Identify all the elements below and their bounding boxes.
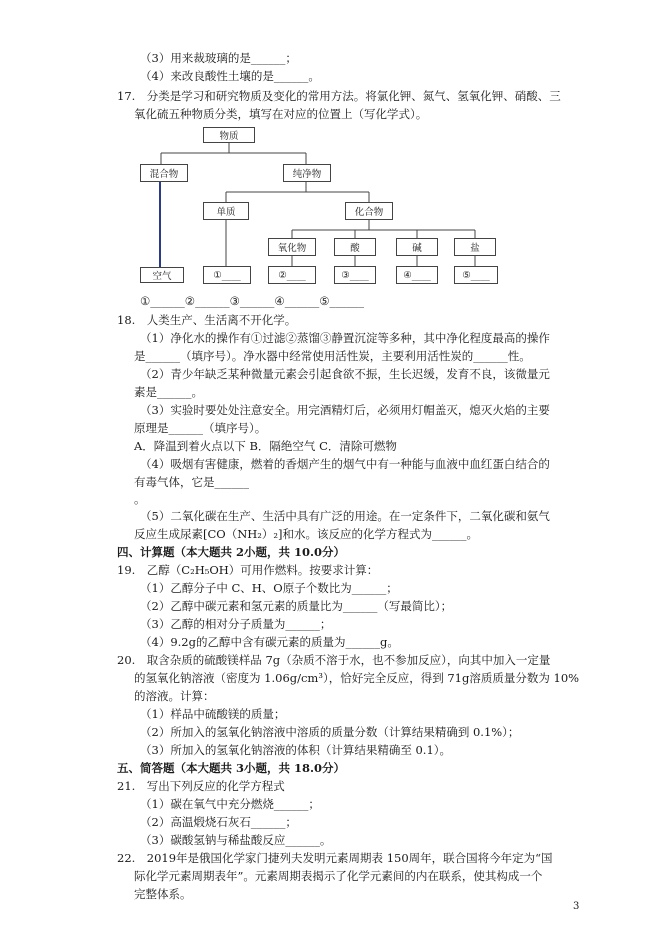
q18-s1a: （1）净化水的操作有①过滤②蒸馏③静置沉淀等多种，其中净化程度最高的操作 (140, 331, 550, 345)
section-5-title: 五、简答题（本大题共 3小题，共 18.0分） (117, 761, 346, 775)
q18-s5a: （5）二氧化碳在生产、生活中具有广泛的用途。在一定条件下，二氧化碳和氨气 (140, 509, 550, 523)
blank-3[interactable]: ③____ (334, 266, 376, 284)
node-air: 空气 (140, 267, 184, 283)
q20-s2: （2）所加入的氢氧化钠溶液中溶质的质量分数（计算结果精确到 0.1%）； (140, 725, 520, 739)
page-number: 3 (573, 901, 580, 912)
blank-1[interactable]: ①____ (203, 266, 251, 284)
q18-s3a: （3）实验时要处处注意安全。用完酒精灯后，必须用灯帽盖灭，熄灭火焰的主要 (140, 403, 550, 417)
node-pure-substance: 纯净物 (283, 164, 331, 182)
q18-s3b: 原理是______（填序号）。 (134, 421, 267, 435)
q18-s3-options: A．降温到着火点以下 B．隔绝空气 C．清除可燃物 (134, 439, 397, 453)
q20-s3: （3）所加入的氢氧化钠溶液的体积（计算结果精确至 0.1）。 (140, 743, 452, 757)
q18-s2b: 素是______。 (134, 385, 203, 399)
blank-2[interactable]: ②____ (268, 266, 316, 284)
node-base: 碱 (396, 238, 438, 256)
q20-l1: 20. 取含杂质的硫酸镁样品 7g（杂质不溶于水，也不参加反应），向其中加入一定量 (117, 653, 551, 667)
q18-title: 18. 人类生产、生活离不开化学。 (117, 313, 297, 327)
q20-l2: 的氢氧化钠溶液（密度为 1.06g/cm³），恰好完全反应，得到 71g溶质质量分数为 10% (134, 671, 580, 685)
q21-title: 21. 写出下列反应的化学方程式 (117, 779, 285, 793)
q21-s2: （2）高温煅烧石灰石______； (140, 815, 297, 829)
q17-answer-line: ①______②______③______④______⑤______ (140, 294, 365, 308)
q19-s1: （1）乙醇分子中 C、H、O原子个数比为______； (140, 581, 398, 595)
q18-s4c: 。 (134, 492, 146, 506)
q18-s1b: 是______（填序号）。净水器中经常使用活性炭，主要利用活性炭的______性。 (134, 349, 531, 363)
q17-line1: 17. 分类是学习和研究物质及变化的常用方法。将氯化钾、氮气、氢氧化钾、硝酸、三 (117, 89, 561, 103)
q16-item3: （3）用来裁玻璃的是______； (140, 51, 297, 65)
node-salt: 盐 (454, 238, 496, 256)
q22-l2: 际化学元素周期表年”。元素周期表揭示了化学元素间的内在联系，使其构成一个 (134, 869, 543, 883)
node-acid: 酸 (334, 238, 376, 256)
q19-title: 19. 乙醇（C₂H₅OH）可用作燃料。按要求计算： (117, 563, 379, 577)
q17-line2: 氧化硫五种物质分类，填写在对应的位置上（写化学式）。 (134, 107, 428, 121)
q19-s2: （2）乙醇中碳元素和氢元素的质量比为______（写最简比）； (140, 599, 453, 613)
node-mixture: 混合物 (140, 164, 188, 182)
node-element: 单质 (203, 202, 249, 220)
q22-l1: 22. 2019年是俄国化学家门捷列夫发明元素周期表 150周年，联合国将今年定为“国 (117, 851, 553, 865)
q18-s4a: （4）吸烟有害健康，燃着的香烟产生的烟气中有一种能与血液中血红蛋白结合的 (140, 457, 550, 471)
q16-item4: （4）来改良酸性土壤的是______。 (140, 69, 320, 83)
node-compound: 化合物 (345, 202, 393, 220)
q20-l3: 的溶液。计算： (134, 689, 215, 703)
node-oxide: 氧化物 (268, 238, 316, 256)
q20-s1: （1）样品中硫酸镁的质量； (140, 707, 286, 721)
q22-l3: 完整体系。 (134, 887, 192, 901)
q18-s4b: 有毒气体，它是______ (134, 475, 249, 489)
q21-s1: （1）碳在氧气中充分燃烧______； (140, 797, 320, 811)
blank-4[interactable]: ④____ (396, 266, 438, 284)
section-4-title: 四、计算题（本大题共 2小题，共 10.0分） (117, 545, 346, 559)
q18-s5b: 反应生成尿素[CO（NH₂）₂]和水。该反应的化学方程式为______。 (134, 527, 479, 541)
q19-s3: （3）乙醇的相对分子质量为______； (140, 617, 332, 631)
node-root: 物质 (203, 127, 255, 143)
q19-s4: （4）9.2g的乙醇中含有碳元素的质量为______g。 (140, 635, 399, 649)
q21-s3: （3）碳酸氢钠与稀盐酸反应______。 (140, 833, 332, 847)
blank-5[interactable]: ⑤____ (454, 266, 498, 284)
q18-s2a: （2）青少年缺乏某种微量元素会引起食欲不振，生长迟缓，发育不良，该微量元 (140, 367, 550, 381)
